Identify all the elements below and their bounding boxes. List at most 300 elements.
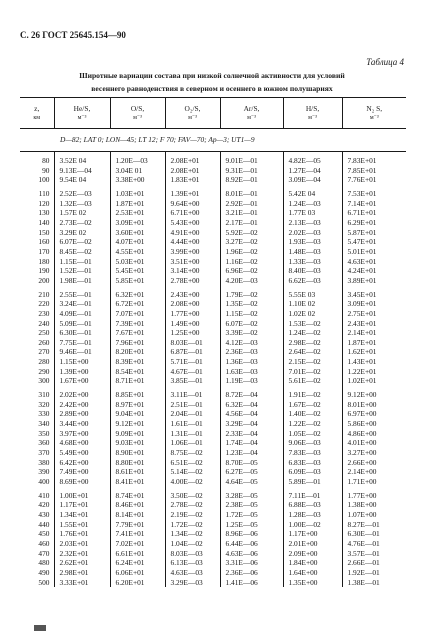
value-cell: 8.71E+01: [110, 376, 165, 386]
column-header: H/S, м⁻³: [283, 98, 342, 129]
value-cell: 6.24E+01: [110, 558, 165, 568]
value-cell: 2.52E—03: [54, 189, 110, 199]
value-cell: 6.44E—06: [220, 539, 283, 549]
value-cell: 5.87E+01: [342, 228, 406, 238]
table-row: [20, 578, 406, 588]
value-cell: 1.15E+00: [54, 357, 110, 367]
value-cell: 3.28E—05: [220, 491, 283, 501]
altitude-cell: 340: [38, 419, 50, 429]
title-line-1: Широтные вариации состава при низкой солнечной активности для условий: [79, 71, 345, 80]
value-cell: 1.39E+00: [54, 367, 110, 377]
value-cell: 3.27E+00: [342, 448, 406, 458]
value-cell: 1.92E—01: [342, 568, 406, 578]
value-cell: 4.20E—03: [220, 276, 283, 286]
table-row: [20, 328, 406, 338]
value-cell: 7.83E—03: [283, 448, 342, 458]
composition-table: [20, 97, 406, 587]
value-cell: 3.04E 01: [110, 166, 165, 176]
value-cell: 8.01E+00: [342, 400, 406, 410]
value-cell: 9.01E—01: [220, 156, 283, 166]
value-cell: 8.40E—03: [283, 266, 342, 276]
altitude-cell: 380: [38, 457, 50, 467]
value-cell: 1.98E—01: [54, 276, 110, 286]
value-cell: 8.85E+01: [110, 390, 165, 400]
value-cell: 1.35E+00: [283, 578, 342, 588]
value-cell: 4.55E+01: [110, 247, 165, 257]
value-cell: 5.85E+01: [110, 276, 165, 286]
value-cell: 1.40E—02: [283, 409, 342, 419]
column-header: O/S, м⁻³: [110, 98, 165, 129]
value-cell: 2.51E—01: [165, 400, 220, 410]
table-row: [20, 500, 406, 510]
table-row: [20, 520, 406, 530]
value-cell: 2.92E—01: [220, 199, 283, 209]
altitude-cell: 100: [38, 175, 50, 185]
value-cell: 3.89E+01: [342, 276, 406, 286]
table-label: Таблица 4: [366, 57, 404, 67]
value-cell: 2.17E—01: [220, 218, 283, 228]
value-cell: 9.54E 04: [54, 175, 110, 185]
value-cell: 9.03E+01: [110, 438, 165, 448]
value-cell: 8.03E—01: [165, 338, 220, 348]
value-cell: 8.54E+01: [110, 367, 165, 377]
altitude-cell: 430: [38, 509, 50, 519]
altitude-cell: 460: [38, 538, 50, 548]
value-cell: 5.14E—02: [165, 467, 220, 477]
value-cell: 1.96E—02: [220, 247, 283, 257]
table-row: [20, 309, 406, 319]
table-row: [20, 228, 406, 238]
value-cell: 2.13E—03: [283, 218, 342, 228]
table-row: [20, 558, 406, 568]
altitude-cell: 130: [38, 208, 50, 218]
column-header: N₂ S, м⁻³: [342, 98, 406, 129]
value-cell: 1.15E—02: [220, 309, 283, 319]
value-cell: 2.66E—01: [342, 558, 406, 568]
value-cell: 4.68E+00: [54, 438, 110, 448]
value-cell: 1.77E 03: [283, 208, 342, 218]
value-cell: 8.80E+01: [110, 458, 165, 468]
table-row: [20, 467, 406, 477]
altitude-cell: 470: [38, 548, 50, 558]
value-cell: 1.17E+00: [283, 529, 342, 539]
value-cell: 9.64E+00: [165, 199, 220, 209]
value-cell: 1.55E+01: [54, 520, 110, 530]
value-cell: 2.66E+00: [342, 458, 406, 468]
value-cell: 2.89E+00: [54, 409, 110, 419]
value-cell: 1.00E—02: [283, 520, 342, 530]
value-cell: 6.06E+01: [110, 568, 165, 578]
value-cell: 7.11E—01: [283, 491, 342, 501]
value-cell: 5.43E+00: [165, 218, 220, 228]
value-cell: 8.45E—02: [54, 247, 110, 257]
value-cell: 1.24E—03: [283, 199, 342, 209]
value-cell: 2.73E—02: [54, 218, 110, 228]
value-cell: 9.46E—01: [54, 347, 110, 357]
value-cell: 6.72E+01: [110, 299, 165, 309]
value-cell: 6.71E+00: [165, 208, 220, 218]
value-cell: 4.63E—03: [165, 568, 220, 578]
table-row: [20, 448, 406, 458]
column-header: Ar/S, м⁻³: [220, 98, 283, 129]
value-cell: 5.47E+01: [342, 237, 406, 247]
altitude-cell: 180: [38, 256, 50, 266]
value-cell: 2.02E+00: [54, 390, 110, 400]
value-cell: 3.97E+00: [54, 429, 110, 439]
value-cell: 6.30E—01: [54, 328, 110, 338]
value-cell: 6.07E—02: [220, 319, 283, 329]
value-cell: 5.45E+01: [110, 266, 165, 276]
value-cell: 2.08E+01: [165, 166, 220, 176]
value-cell: 1.52E—01: [54, 266, 110, 276]
value-cell: 1.31E—01: [165, 429, 220, 439]
value-cell: 1.32E—03: [54, 199, 110, 209]
value-cell: 6.71E+01: [342, 208, 406, 218]
altitude-cell: 280: [38, 357, 50, 367]
value-cell: 2.14E+01: [342, 328, 406, 338]
value-cell: 1.24E—02: [283, 328, 342, 338]
value-cell: 7.49E+00: [54, 467, 110, 477]
value-cell: 4.44E+00: [165, 237, 220, 247]
value-cell: 5.86E+00: [342, 419, 406, 429]
altitude-cell: 500: [38, 577, 50, 587]
table-row: [20, 419, 406, 429]
value-cell: 3.52E 04: [54, 156, 110, 166]
value-cell: 2.98E—02: [283, 338, 342, 348]
value-cell: 1.02E+01: [342, 376, 406, 386]
table-row: [20, 409, 406, 419]
value-cell: 4.24E+01: [342, 266, 406, 276]
value-cell: 3.29E 02: [54, 228, 110, 238]
condition-text: D—82; LAT 0; LON—45; LT 12; F 70; FAV—70; Ap—3; UT1—9: [20, 129, 406, 152]
value-cell: 8.75E—02: [165, 448, 220, 458]
altitude-cell: 300: [38, 376, 50, 386]
value-cell: 7.83E+01: [342, 156, 406, 166]
table-row: [20, 529, 406, 539]
altitude-cell: 80: [42, 156, 50, 165]
value-cell: 2.32E+01: [54, 549, 110, 559]
altitude-cell: 170: [38, 246, 50, 256]
altitude-cell: 360: [38, 438, 50, 448]
table-row: [20, 257, 406, 267]
value-cell: 1.22E+01: [342, 367, 406, 377]
value-cell: 2.42E+00: [54, 400, 110, 410]
altitude-cell: 480: [38, 558, 50, 568]
value-cell: 1.17E+01: [54, 500, 110, 510]
value-cell: 3.33E+01: [54, 578, 110, 588]
table-row: [20, 208, 406, 218]
value-cell: 1.49E+00: [165, 319, 220, 329]
value-cell: 8.72E—04: [220, 390, 283, 400]
value-cell: 7.01E—02: [283, 367, 342, 377]
table-row: [20, 400, 406, 410]
table-row: [20, 237, 406, 247]
value-cell: 8.03E—03: [165, 549, 220, 559]
value-cell: 9.31E—01: [220, 166, 283, 176]
value-cell: 6.88E—03: [283, 500, 342, 510]
value-cell: 4.91E+00: [165, 228, 220, 238]
table-row: [20, 429, 406, 439]
value-cell: 6.27E—05: [220, 467, 283, 477]
value-cell: 4.00E—02: [165, 477, 220, 487]
value-cell: 2.15E—02: [283, 357, 342, 367]
value-cell: 3.27E—02: [220, 237, 283, 247]
table-row: [20, 549, 406, 559]
altitude-cell: 210: [38, 289, 50, 299]
value-cell: 1.25E+00: [165, 328, 220, 338]
value-cell: 4.82E—05: [283, 156, 342, 166]
value-cell: 1.15E—01: [54, 257, 110, 267]
altitude-cell: 240: [38, 318, 50, 328]
value-cell: 3.24E—01: [54, 299, 110, 309]
value-cell: 2.09E+00: [283, 549, 342, 559]
table-row: [20, 199, 406, 209]
table-row: [20, 166, 406, 176]
altitude-cell: 490: [38, 567, 50, 577]
table-row: [20, 266, 406, 276]
value-cell: 3.09E—04: [283, 175, 342, 185]
value-cell: 6.32E—04: [220, 400, 283, 410]
value-cell: 1.25E—05: [220, 520, 283, 530]
value-cell: 1.27E—04: [283, 166, 342, 176]
table-row: [20, 357, 406, 367]
value-cell: 7.67E+01: [110, 328, 165, 338]
value-cell: 1.77E+00: [342, 491, 406, 501]
column-header: He/S, м⁻³: [54, 98, 110, 129]
value-cell: 5.01E+01: [342, 247, 406, 257]
value-cell: 5.03E+01: [110, 257, 165, 267]
value-cell: 1.33E—03: [283, 257, 342, 267]
value-cell: 1.38E+00: [342, 500, 406, 510]
value-cell: 4.07E+01: [110, 237, 165, 247]
value-cell: 3.50E—02: [165, 491, 220, 501]
value-cell: 2.03E+01: [54, 539, 110, 549]
value-cell: 1.84E+00: [283, 558, 342, 568]
value-cell: 1.76E+01: [54, 529, 110, 539]
value-cell: 1.61E—01: [165, 419, 220, 429]
value-cell: 1.16E—02: [220, 257, 283, 267]
table-row: [20, 491, 406, 501]
value-cell: 7.39E+01: [110, 319, 165, 329]
altitude-cell: 140: [38, 217, 50, 227]
value-cell: 5.09E—01: [54, 319, 110, 329]
value-cell: 1.34E+01: [54, 510, 110, 520]
value-cell: 6.97E+00: [342, 409, 406, 419]
altitude-cell: 250: [38, 328, 50, 338]
value-cell: 6.32E+01: [110, 290, 165, 300]
header-row: [20, 98, 406, 129]
value-cell: 2.36E—03: [220, 347, 283, 357]
value-cell: 6.30E—01: [342, 529, 406, 539]
value-cell: 6.51E—02: [165, 458, 220, 468]
value-cell: 1.06E—01: [165, 438, 220, 448]
value-cell: 3.57E—01: [342, 549, 406, 559]
value-cell: 6.96E—02: [220, 266, 283, 276]
altitude-cell: 390: [38, 467, 50, 477]
value-cell: 3.21E—01: [220, 208, 283, 218]
value-cell: 1.02E 02: [283, 309, 342, 319]
value-cell: 2.14E+00: [342, 467, 406, 477]
value-cell: 1.20E—03: [110, 156, 165, 166]
value-cell: 1.87E+01: [110, 199, 165, 209]
value-cell: 2.62E+01: [54, 558, 110, 568]
value-cell: 2.33E—04: [220, 429, 283, 439]
value-cell: 1.35E—02: [220, 299, 283, 309]
table-row: [20, 299, 406, 309]
table-row: [20, 247, 406, 257]
value-cell: 6.83E—03: [283, 458, 342, 468]
value-cell: 1.19E—03: [220, 376, 283, 386]
value-cell: 1.87E+01: [342, 338, 406, 348]
value-cell: 2.36E—06: [220, 568, 283, 578]
value-cell: 8.90E+01: [110, 448, 165, 458]
table-row: [20, 568, 406, 578]
value-cell: 1.63E—03: [220, 367, 283, 377]
value-cell: 7.75E—01: [54, 338, 110, 348]
value-cell: 4.64E—05: [220, 477, 283, 487]
value-cell: 2.55E—01: [54, 290, 110, 300]
value-cell: 6.29E+01: [342, 218, 406, 228]
table-row: [20, 290, 406, 300]
table-row: [20, 338, 406, 348]
value-cell: 4.09E—01: [54, 309, 110, 319]
altitude-cell: 190: [38, 266, 50, 276]
value-cell: 1.34E—02: [165, 529, 220, 539]
value-cell: 1.28E—03: [283, 510, 342, 520]
value-cell: 6.07E—02: [54, 237, 110, 247]
corner-mark: [34, 625, 46, 631]
table-title: [24, 69, 400, 95]
value-cell: 6.62E—03: [283, 276, 342, 286]
table-row: [20, 376, 406, 386]
value-cell: 3.09E+01: [342, 299, 406, 309]
value-cell: 1.04E—02: [165, 539, 220, 549]
value-cell: 8.70E—05: [220, 458, 283, 468]
table-row: [20, 539, 406, 549]
altitude-cell: 420: [38, 500, 50, 510]
value-cell: 8.74E+01: [110, 491, 165, 501]
value-cell: 4.76E—01: [342, 539, 406, 549]
value-cell: 3.11E—01: [165, 390, 220, 400]
value-cell: 2.64E—02: [283, 347, 342, 357]
value-cell: 3.09E+01: [110, 218, 165, 228]
table-row: [20, 319, 406, 329]
value-cell: 3.29E—04: [220, 419, 283, 429]
value-cell: 8.27E—01: [342, 520, 406, 530]
value-cell: 1.43E+01: [342, 357, 406, 367]
value-cell: 1.67E+00: [54, 376, 110, 386]
altitude-cell: 350: [38, 428, 50, 438]
value-cell: 8.01E—01: [220, 189, 283, 199]
table-body: [20, 129, 406, 588]
value-cell: 3.99E+00: [165, 247, 220, 257]
value-cell: 5.49E+00: [54, 448, 110, 458]
value-cell: 1.00E+01: [54, 491, 110, 501]
altitude-cell: 370: [38, 448, 50, 458]
table-row: [20, 438, 406, 448]
value-cell: 7.85E+01: [342, 166, 406, 176]
table-row: [20, 477, 406, 487]
value-cell: 3.45E+01: [342, 290, 406, 300]
value-cell: 3.29E—03: [165, 578, 220, 588]
value-cell: 4.67E—01: [165, 367, 220, 377]
value-cell: 2.78E—02: [165, 500, 220, 510]
table-row: [20, 189, 406, 199]
value-cell: 1.72E—05: [220, 510, 283, 520]
value-cell: 8.92E—01: [220, 175, 283, 185]
value-cell: 2.98E+01: [54, 568, 110, 578]
value-cell: 3.14E+00: [165, 266, 220, 276]
value-cell: 1.39E+01: [165, 189, 220, 199]
value-cell: 8.96E—06: [220, 529, 283, 539]
table-row: [20, 458, 406, 468]
table-row: [20, 510, 406, 520]
value-cell: 5.55E 03: [283, 290, 342, 300]
value-cell: 5.71E—01: [165, 357, 220, 367]
altitude-cell: 400: [38, 477, 50, 486]
value-cell: 5.42E 04: [283, 189, 342, 199]
value-cell: 2.78E+00: [165, 276, 220, 286]
value-cell: 1.41E—06: [220, 578, 283, 588]
altitude-cell: 440: [38, 519, 50, 529]
table-row: [20, 156, 406, 166]
altitude-cell: 320: [38, 399, 50, 409]
value-cell: 2.08E+01: [165, 156, 220, 166]
altitude-cell: 120: [38, 198, 50, 208]
altitude-cell: 290: [38, 366, 50, 376]
value-cell: 2.53E+01: [110, 208, 165, 218]
value-cell: 1.10E 02: [283, 299, 342, 309]
value-cell: 5.89E—01: [283, 477, 342, 487]
value-cell: 6.42E+00: [54, 458, 110, 468]
altitude-cell: 330: [38, 409, 50, 419]
value-cell: 7.07E+01: [110, 309, 165, 319]
value-cell: 6.13E—03: [165, 558, 220, 568]
value-cell: 3.60E+01: [110, 228, 165, 238]
value-cell: 7.79E+01: [110, 520, 165, 530]
value-cell: 2.43E+01: [342, 319, 406, 329]
value-cell: 1.67E—02: [283, 400, 342, 410]
value-cell: 8.20E+01: [110, 347, 165, 357]
value-cell: 1.71E+00: [342, 477, 406, 487]
value-cell: 2.01E+00: [283, 539, 342, 549]
table-row: [20, 276, 406, 286]
value-cell: 4.86E+00: [342, 429, 406, 439]
table-row: [20, 218, 406, 228]
value-cell: 9.04E+01: [110, 409, 165, 419]
value-cell: 6.61E+01: [110, 549, 165, 559]
value-cell: 8.61E+01: [110, 467, 165, 477]
value-cell: 3.85E—01: [165, 376, 220, 386]
page-header: С. 26 ГОСТ 25645.154—90: [20, 30, 126, 40]
value-cell: 8.69E+00: [54, 477, 110, 487]
value-cell: 8.41E+01: [110, 477, 165, 487]
value-cell: 1.36E—03: [220, 357, 283, 367]
altitude-cell: 150: [38, 227, 50, 237]
title-line-2: весеннего равноденствия в северном и осеннего в южном полушариях: [91, 84, 333, 93]
value-cell: 8.14E+01: [110, 510, 165, 520]
value-cell: 1.05E—02: [283, 429, 342, 439]
value-cell: 1.03E+01: [110, 189, 165, 199]
value-cell: 1.64E+00: [283, 568, 342, 578]
altitude-cell: 90: [42, 165, 50, 175]
altitude-cell: 310: [38, 390, 50, 400]
value-cell: 1.62E+01: [342, 347, 406, 357]
value-cell: 3.38E+00: [110, 175, 165, 185]
table-row: [20, 175, 406, 185]
value-cell: 2.43E+00: [165, 290, 220, 300]
value-cell: 1.22E—02: [283, 419, 342, 429]
